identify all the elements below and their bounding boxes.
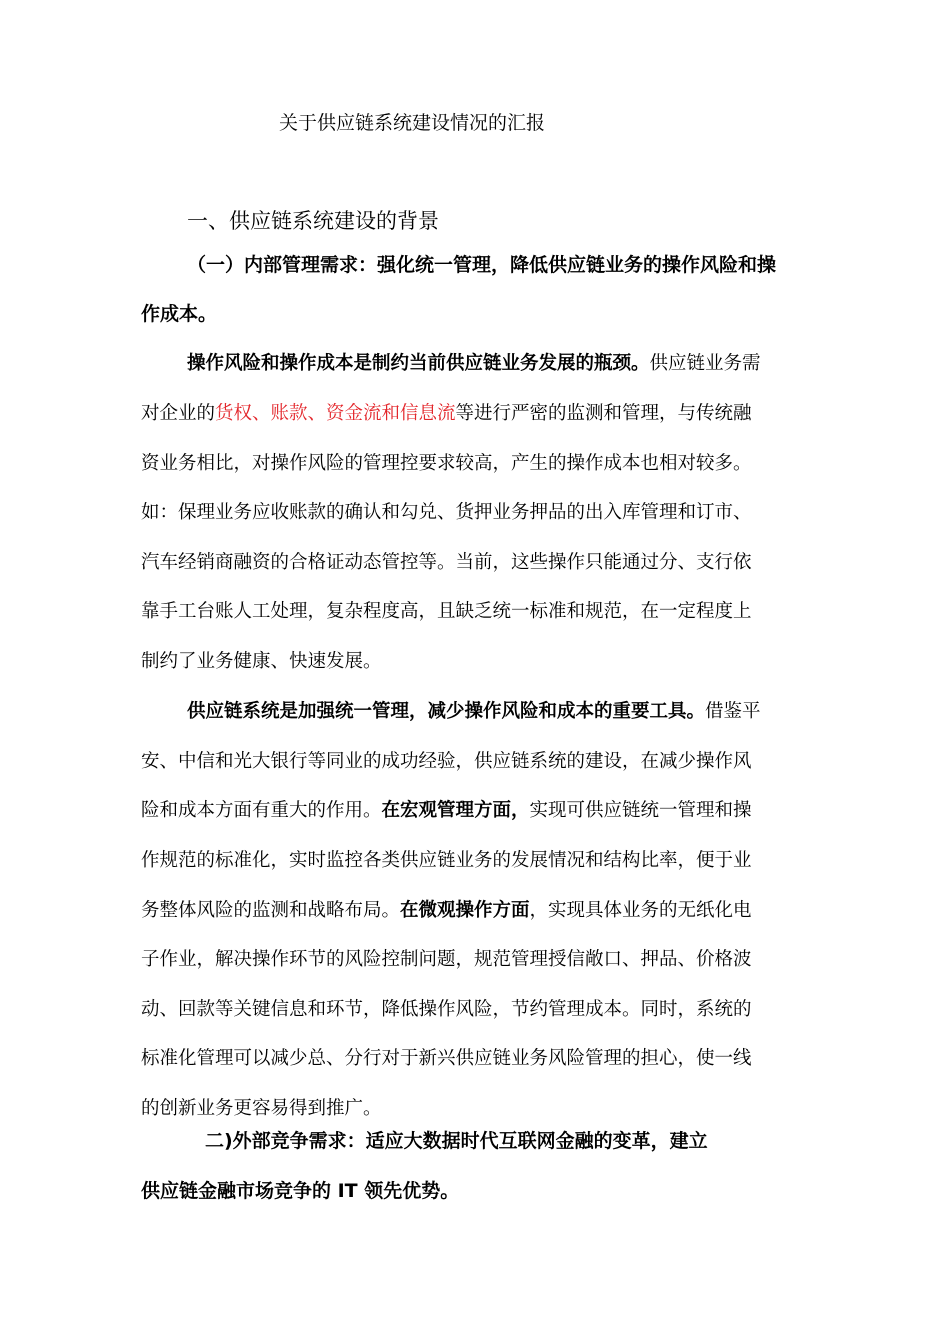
paragraph-2-line: 作规范的标准化，实时监控各类供应链业务的发展情况和结构比率，便于业: [141, 850, 752, 871]
paragraph-2-line: [141, 799, 752, 823]
subsection-heading-2-line1: 二)外部竞争需求：适应大数据时代互联网金融的变革，建立: [205, 1130, 708, 1152]
document-title: 关于供应链系统建设情况的汇报: [279, 112, 546, 134]
paragraph-2-text: 务整体风险的监测和战略布局。: [141, 900, 401, 921]
paragraph-1-line: [141, 402, 752, 426]
paragraph-1-line: 靠手工台账人工处理，复杂程度高，且缺乏统一标准和规范，在一定程度上: [141, 601, 752, 622]
paragraph-1-line: 汽车经销商融资的合格证动态管控等。当前，这些操作只能通过分、支行依: [141, 552, 752, 573]
highlighted-text: 货权、账款、资金流和信息流: [215, 403, 456, 424]
paragraph-2-text: 实现可供应链统一管理和操: [529, 800, 752, 821]
paragraph-2-text: ，实现具体业务的无纸化电: [529, 900, 752, 921]
paragraph-1-lead: 操作风险和操作成本是制约当前供应链业务发展的瓶颈。: [187, 353, 650, 374]
subsection-heading-2-line2: 供应链金融市场竞争的 IT 领先优势。: [141, 1180, 460, 1202]
paragraph-2-line: 标准化管理可以减少总、分行对于新兴供应链业务风险管理的担心，使一线: [141, 1048, 752, 1069]
paragraph-2-line: 动、回款等关键信息和环节，降低操作风险，节约管理成本。同时，系统的: [141, 999, 752, 1020]
paragraph-1-text: 等进行严密的监测和管理，与传统融: [455, 403, 752, 424]
paragraph-2-line: 安、中信和光大银行等同业的成功经验，供应链系统的建设，在减少操作风: [141, 751, 752, 772]
section-heading: 一、供应链系统建设的背景: [187, 209, 439, 233]
paragraph-1-line: [187, 352, 761, 376]
subsection-heading-1-line2: 作成本。: [141, 303, 218, 325]
paragraph-2-text: 险和成本方面有重大的作用。: [141, 800, 382, 821]
paragraph-1-line: 制约了业务健康、快速发展。: [141, 651, 382, 672]
paragraph-1-text: 供应链业务需: [649, 353, 761, 374]
subsection-heading-1-line1: （一）内部管理需求：强化统一管理，降低供应链业务的操作风险和操: [187, 254, 777, 276]
paragraph-1-line: 如：保理业务应收账款的确认和勾兑、货押业务押品的出入库管理和订市、: [141, 502, 752, 523]
paragraph-1-line: 资业务相比，对操作风险的管理控要求较高，产生的操作成本也相对较多。: [141, 453, 752, 474]
bold-phrase: 在微观操作方面: [400, 900, 530, 921]
paragraph-2-line: 的创新业务更容易得到推广。: [141, 1098, 382, 1119]
paragraph-1-text: 对企业的: [141, 403, 216, 424]
paragraph-2-line: [187, 700, 761, 724]
paragraph-2-lead: 供应链系统是加强统一管理，减少操作风险和成本的重要工具。: [187, 701, 706, 722]
paragraph-2-text: 借鉴平: [705, 701, 761, 722]
paragraph-2-line: 子作业，解决操作环节的风险控制问题，规范管理授信敞口、押品、价格波: [141, 949, 752, 970]
paragraph-2-line: [141, 899, 752, 923]
bold-phrase: 在宏观管理方面，: [381, 800, 530, 821]
